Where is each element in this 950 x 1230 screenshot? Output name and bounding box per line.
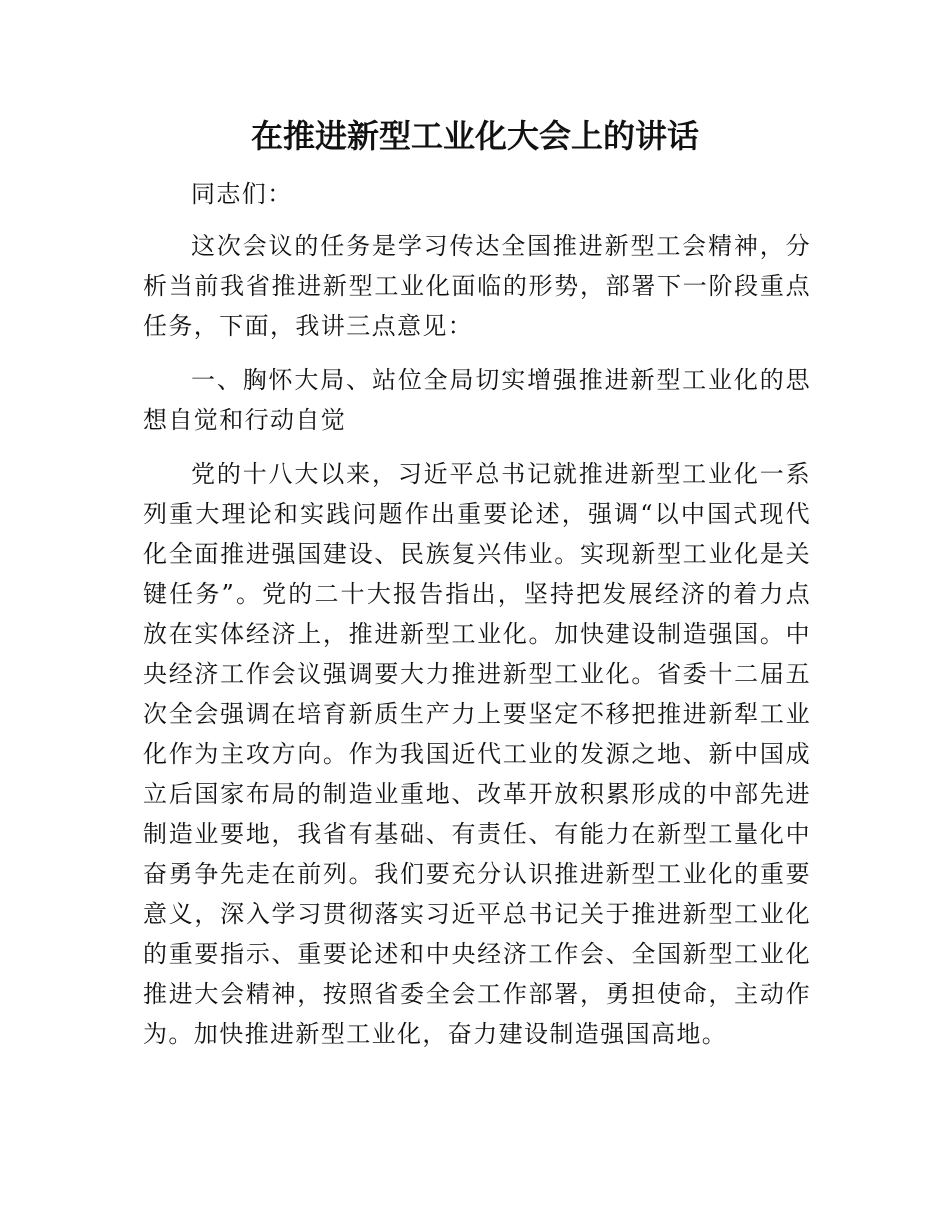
document-title: 在推进新型工业化大会上的讲话	[250, 117, 699, 155]
section-1-paragraph: 党的十八大以来，习近平总书记就推进新型工业化一系列重大理论和实践问题作出重要论述，强调“以中国式现代化全面推进强国建设、民族复兴伟业。实现新型工业化是关键任务”。党的二十大报告指出，坚持把发展经济的着力点放在实体经济上，推进新型工业化。加快建设制造强国。中央经济工作会议强调要大力推进新型工业化。省委十二届五次全会强调在培育新质生产力上要坚定不移把推进新犁工业化作为主攻方向。作为我国近代工业的发源之地、新中国成立后国家布局的制造业重地、改革开放积累形成的中部先进制造业要地，我省有基础、有责任、有能力在新型工量化中奋勇争先走在前列。我们要充分认识推进新型工业化的重要意义，深入学习贯彻落实习近平总书记关于推进新型工业化的重要指示、重要论述和中央经济工作会、全国新型工业化推进大会精神，按照省委全会工作部署，勇担使命，主动作为。加快推进新型工业化，奋力建设制造强国高地。	[143, 460, 811, 1048]
document-body	[143, 174, 811, 1054]
greeting: 同志们：	[191, 180, 293, 208]
section-heading-1: 一、胸怀大局、站位全局切实增强推进新型工业化的思想自觉和行动自觉	[143, 366, 811, 434]
intro-paragraph: 这次会议的任务是学习传达全国推进新型工会精神，分析当前我省推进新型工业化面临的形势，部署下一阶段重点任务，下面，我讲三点意见：	[143, 232, 811, 340]
